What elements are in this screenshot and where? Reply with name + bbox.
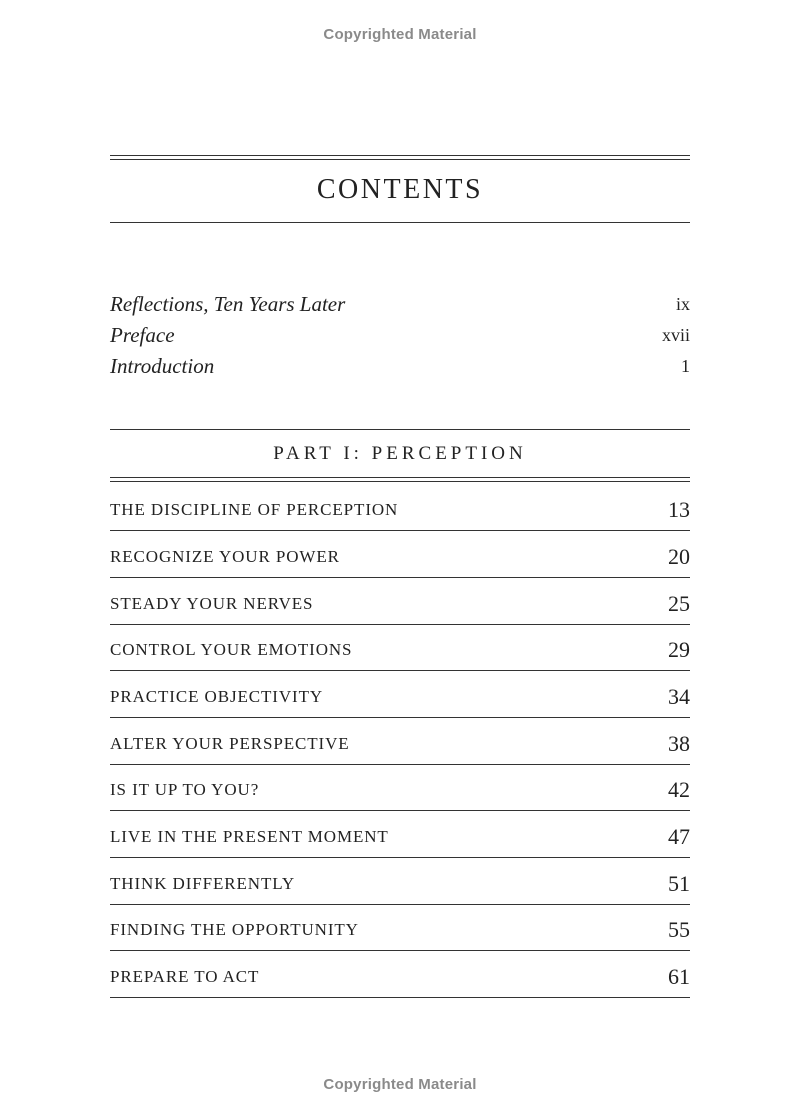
chapter-item[interactable] [110, 764, 690, 811]
chapter-label: RECOGNIZE YOUR POWER [110, 547, 340, 566]
front-matter-item[interactable] [110, 323, 690, 353]
watermark-top: Copyrighted Material [323, 26, 477, 43]
chapter-label: STEADY YOUR NERVES [110, 594, 314, 613]
chapter-item[interactable] [110, 811, 690, 858]
part-double-rule-bottom [110, 481, 690, 482]
chapter-page: 38 [668, 731, 690, 756]
chapter-page: 61 [668, 964, 690, 989]
chapter-item[interactable] [110, 624, 690, 671]
front-matter-label: Introduction [110, 354, 215, 378]
chapter-item[interactable] [110, 484, 690, 531]
front-matter-item[interactable] [110, 354, 690, 384]
part-title: PART I: PERCEPTION [273, 443, 527, 464]
chapter-label: THINK DIFFERENTLY [110, 874, 296, 893]
front-matter-page: ix [675, 294, 690, 314]
chapter-page: 51 [668, 871, 690, 896]
front-matter-item[interactable] [110, 292, 690, 322]
chapter-label: ALTER YOUR PERSPECTIVE [110, 734, 350, 753]
chapter-item[interactable] [110, 904, 690, 951]
chapter-page: 25 [668, 591, 690, 616]
contents-title: CONTENTS [316, 174, 484, 205]
chapter-page: 13 [668, 497, 690, 522]
chapter-page: 34 [668, 684, 690, 709]
title-double-rule-bottom [110, 159, 690, 160]
chapter-page: 55 [668, 917, 690, 942]
chapter-item[interactable] [110, 858, 690, 905]
part-double-rule-top [110, 477, 690, 478]
front-matter-label: Reflections, Ten Years Later [110, 292, 346, 316]
chapter-label: FINDING THE OPPORTUNITY [110, 920, 359, 939]
chapter-page: 42 [668, 777, 690, 802]
chapter-page: 20 [668, 544, 690, 569]
chapter-label: LIVE IN THE PRESENT MOMENT [110, 827, 389, 846]
chapter-item[interactable] [110, 531, 690, 578]
chapter-item[interactable] [110, 578, 690, 625]
title-rule-below [110, 222, 690, 223]
chapter-page: 29 [668, 637, 690, 662]
chapter-item[interactable] [110, 951, 690, 998]
chapter-page: 47 [668, 824, 690, 849]
front-matter-label: Preface [110, 323, 175, 347]
chapter-item[interactable] [110, 671, 690, 718]
front-matter-page: xvii [661, 325, 690, 345]
chapter-label: PRACTICE OBJECTIVITY [110, 687, 324, 706]
chapter-label: CONTROL YOUR EMOTIONS [110, 640, 353, 659]
chapter-label: IS IT UP TO YOU? [110, 780, 260, 799]
chapter-label: THE DISCIPLINE OF PERCEPTION [110, 500, 399, 519]
chapter-item[interactable] [110, 718, 690, 765]
part-rule-top [110, 429, 690, 430]
watermark-bottom: Copyrighted Material [323, 1076, 477, 1093]
title-double-rule-top [110, 155, 690, 156]
front-matter-page: 1 [681, 356, 690, 376]
chapter-label: PREPARE TO ACT [110, 967, 260, 986]
